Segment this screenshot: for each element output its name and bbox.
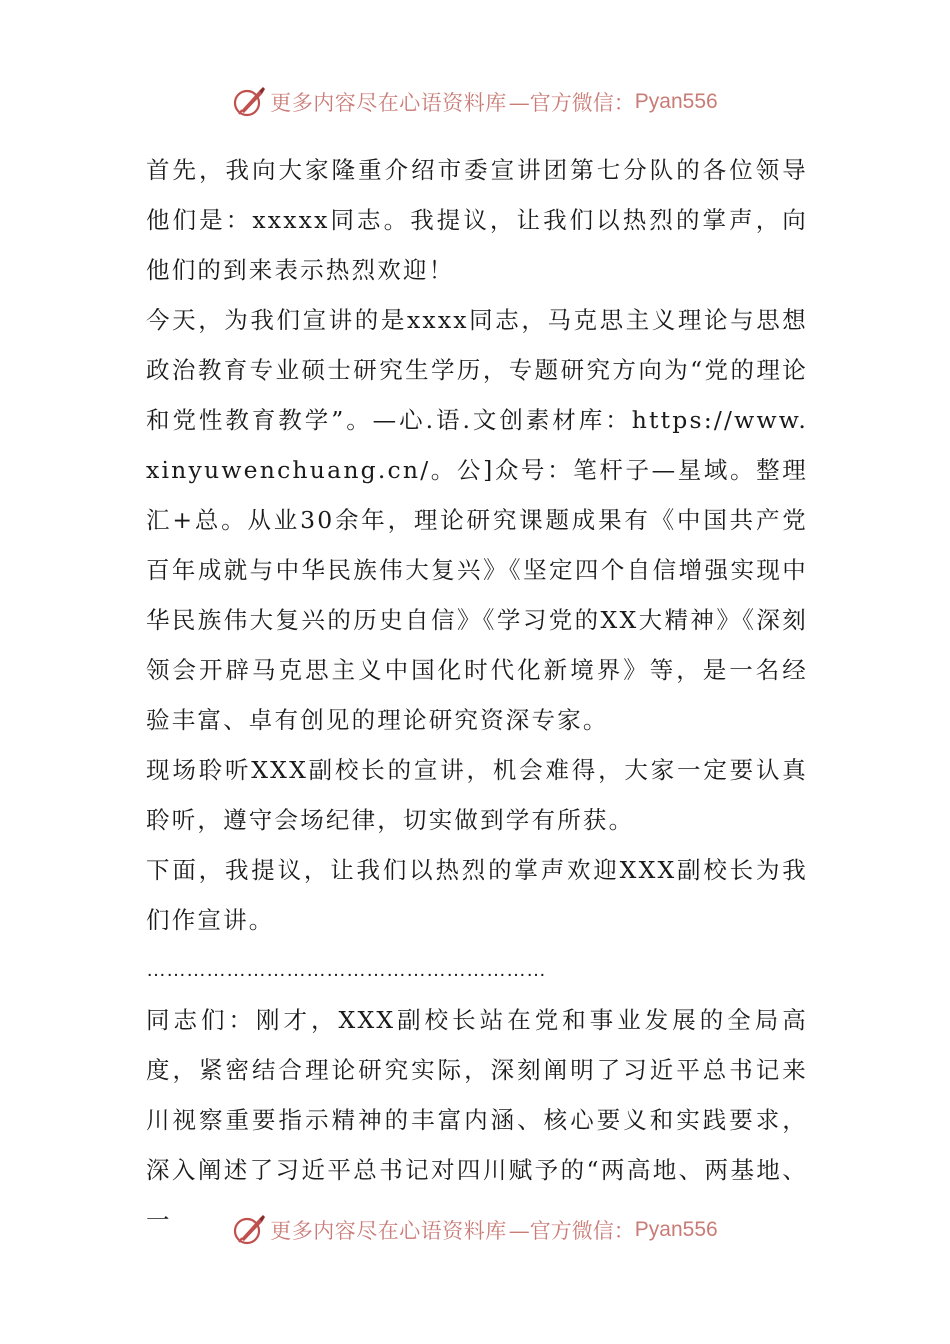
- quill-pen-logo-icon: [232, 1213, 266, 1247]
- banner-text: 更多内容尽在心语资料库: [270, 91, 507, 115]
- banner-separator: —官方微信：: [508, 1219, 635, 1243]
- banner-wechat-id: Pyan556: [634, 90, 718, 113]
- header-banner: [0, 82, 950, 122]
- banner-wechat-id: Pyan556: [634, 1218, 718, 1241]
- paragraph-welcome: 下面，我提议，让我们以热烈的掌声欢迎XXX副校长为我们作宣讲。: [146, 856, 808, 934]
- quill-pen-logo-icon: [232, 85, 266, 119]
- section-separator: ……………………………………………………: [146, 959, 546, 981]
- paragraph-intro: 首先，我向大家隆重介绍市委宣讲团第七分队的各位领导他们是：xxxxx同志。我提议，让我们以热烈的掌声，向他们的到来表示热烈欢迎！: [146, 156, 808, 284]
- banner-text: 更多内容尽在心语资料库: [270, 1219, 507, 1243]
- paragraph-speaker-bio: 今天，为我们宣讲的是xxxx同志，马克思主义理论与思想政治教育专业硕士研究生学历，专题研究方向为“党的理论和党性教育教学”。—心.语.文创素材库：https://www.xinyuwenchuang.cn/。公]众号：笔杆子—星域。整理汇+总。从业30余年，理论研究课题成果有《中国共产党百年成就与中华民族伟大复兴》《坚定四个自信增强实现中华民族伟大复兴的历史自信》《学习党的XX大精神》《深刻领会开辟马克思主义中国化时代化新境界》等，是一名经验丰富、卓有创见的理论研究资深专家。: [146, 306, 808, 734]
- footer-banner: [0, 1210, 950, 1250]
- paragraph-discipline: 现场聆听XXX副校长的宣讲，机会难得，大家一定要认真聆听，遵守会场纪律，切实做到学有所获。: [146, 756, 808, 834]
- banner-separator: —官方微信：: [508, 91, 635, 115]
- paragraph-closing: 同志们：刚才，XXX副校长站在党和事业发展的全局高度，紧密结合理论研究实际，深刻阐明了习近平总书记来川视察重要指示精神的丰富内涵、核心要义和实践要求，深入阐述了习近平总书记对四川赋予的“两高地、两基地、一: [146, 1006, 808, 1234]
- document-body: [146, 145, 808, 1245]
